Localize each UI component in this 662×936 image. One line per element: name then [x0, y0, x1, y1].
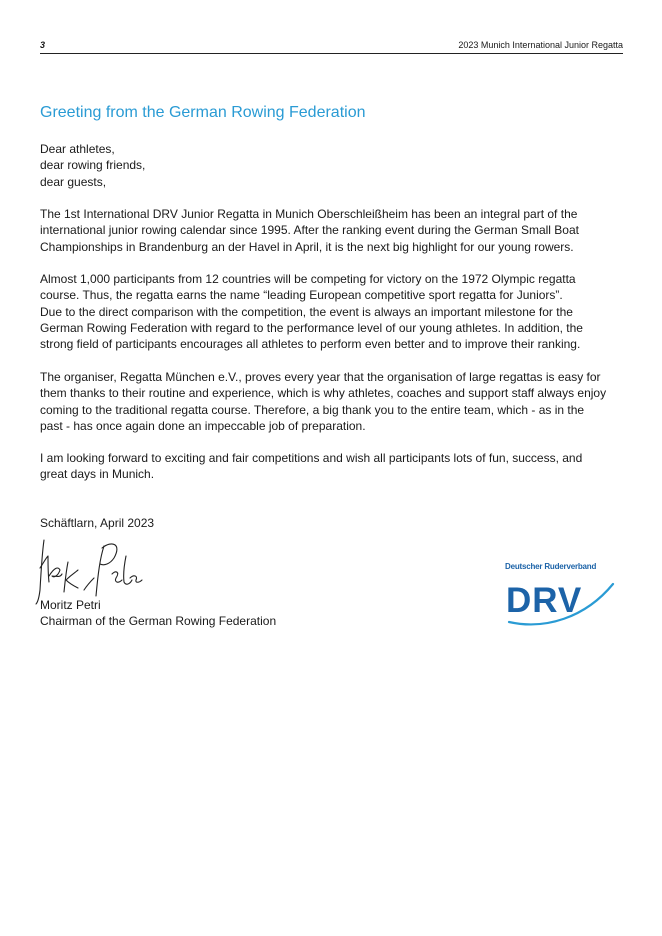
paragraph-line: course. Thus, the regatta earns the name “leading European competitive sport regatta for Juniors”. [40, 288, 563, 303]
page-title: Greeting from the German Rowing Federation [40, 104, 366, 121]
paragraph-line: German Rowing Federation with regard to the performance level of our young athletes. In addition, the [40, 320, 583, 335]
paragraph-line: I am looking forward to exciting and fair competitions and wish all participants lots of fun, success, and [40, 451, 583, 465]
paragraph-line: The organiser, Regatta München e.V., proves every year that the organisation of large regattas is easy for [40, 370, 601, 384]
place-date: Schäftlarn, April 2023 [40, 516, 155, 530]
salutation-line: dear guests, [40, 174, 107, 189]
paragraph-line: past - has once again done an impeccable job of preparation. [40, 418, 366, 433]
drv-logo-icon [505, 574, 617, 630]
salutation-line: Dear athletes, [40, 142, 115, 156]
drv-logo [505, 562, 617, 630]
paragraph-line: Due to the direct comparison with the competition, the event is always an important milestone for the [40, 304, 573, 319]
paragraph-line: Championships in Brandenburg an der Havel in April, it is the next big highlight for our young rowers. [40, 239, 574, 254]
running-title: 2023 Munich International Junior Regatta [458, 40, 623, 50]
paragraph-line: strong field of participants encourages all athletes to perform even better and to improve their ranking. [40, 337, 581, 352]
signer-block [40, 597, 276, 630]
paragraph-organiser [40, 369, 625, 434]
salutation [40, 141, 625, 190]
paragraph-line: them thanks to their routine and experience, which is why athletes, coaches and support staff always enjoy [40, 386, 607, 401]
paragraph-line: international junior rowing calendar since 1995. After the ranking event during the German Small Boat [40, 223, 579, 238]
salutation-line: dear rowing friends, [40, 158, 146, 173]
paragraph-intro [40, 206, 625, 255]
paragraph-line: great days in Munich. [40, 467, 155, 482]
paragraph-line: coming to the traditional regatta course. Therefore, a big thank you to the entire team, which - as in the [40, 402, 585, 417]
page-header [40, 39, 623, 54]
logo-letters: DRV [506, 581, 583, 620]
page-number: 3 [40, 40, 46, 50]
paragraph-closing [40, 450, 625, 483]
paragraph-participants [40, 271, 625, 352]
signer-name: Moritz Petri [40, 598, 101, 612]
signer-role: Chairman of the German Rowing Federation [40, 614, 277, 629]
logo-caption: Deutscher Ruderverband [505, 562, 597, 571]
paragraph-line: The 1st International DRV Junior Regatta in Munich Oberschleißheim has been an integral part of the [40, 207, 578, 221]
paragraph-line: Almost 1,000 participants from 12 countries will be competing for victory on the 1972 Olympic regatta [40, 272, 576, 286]
